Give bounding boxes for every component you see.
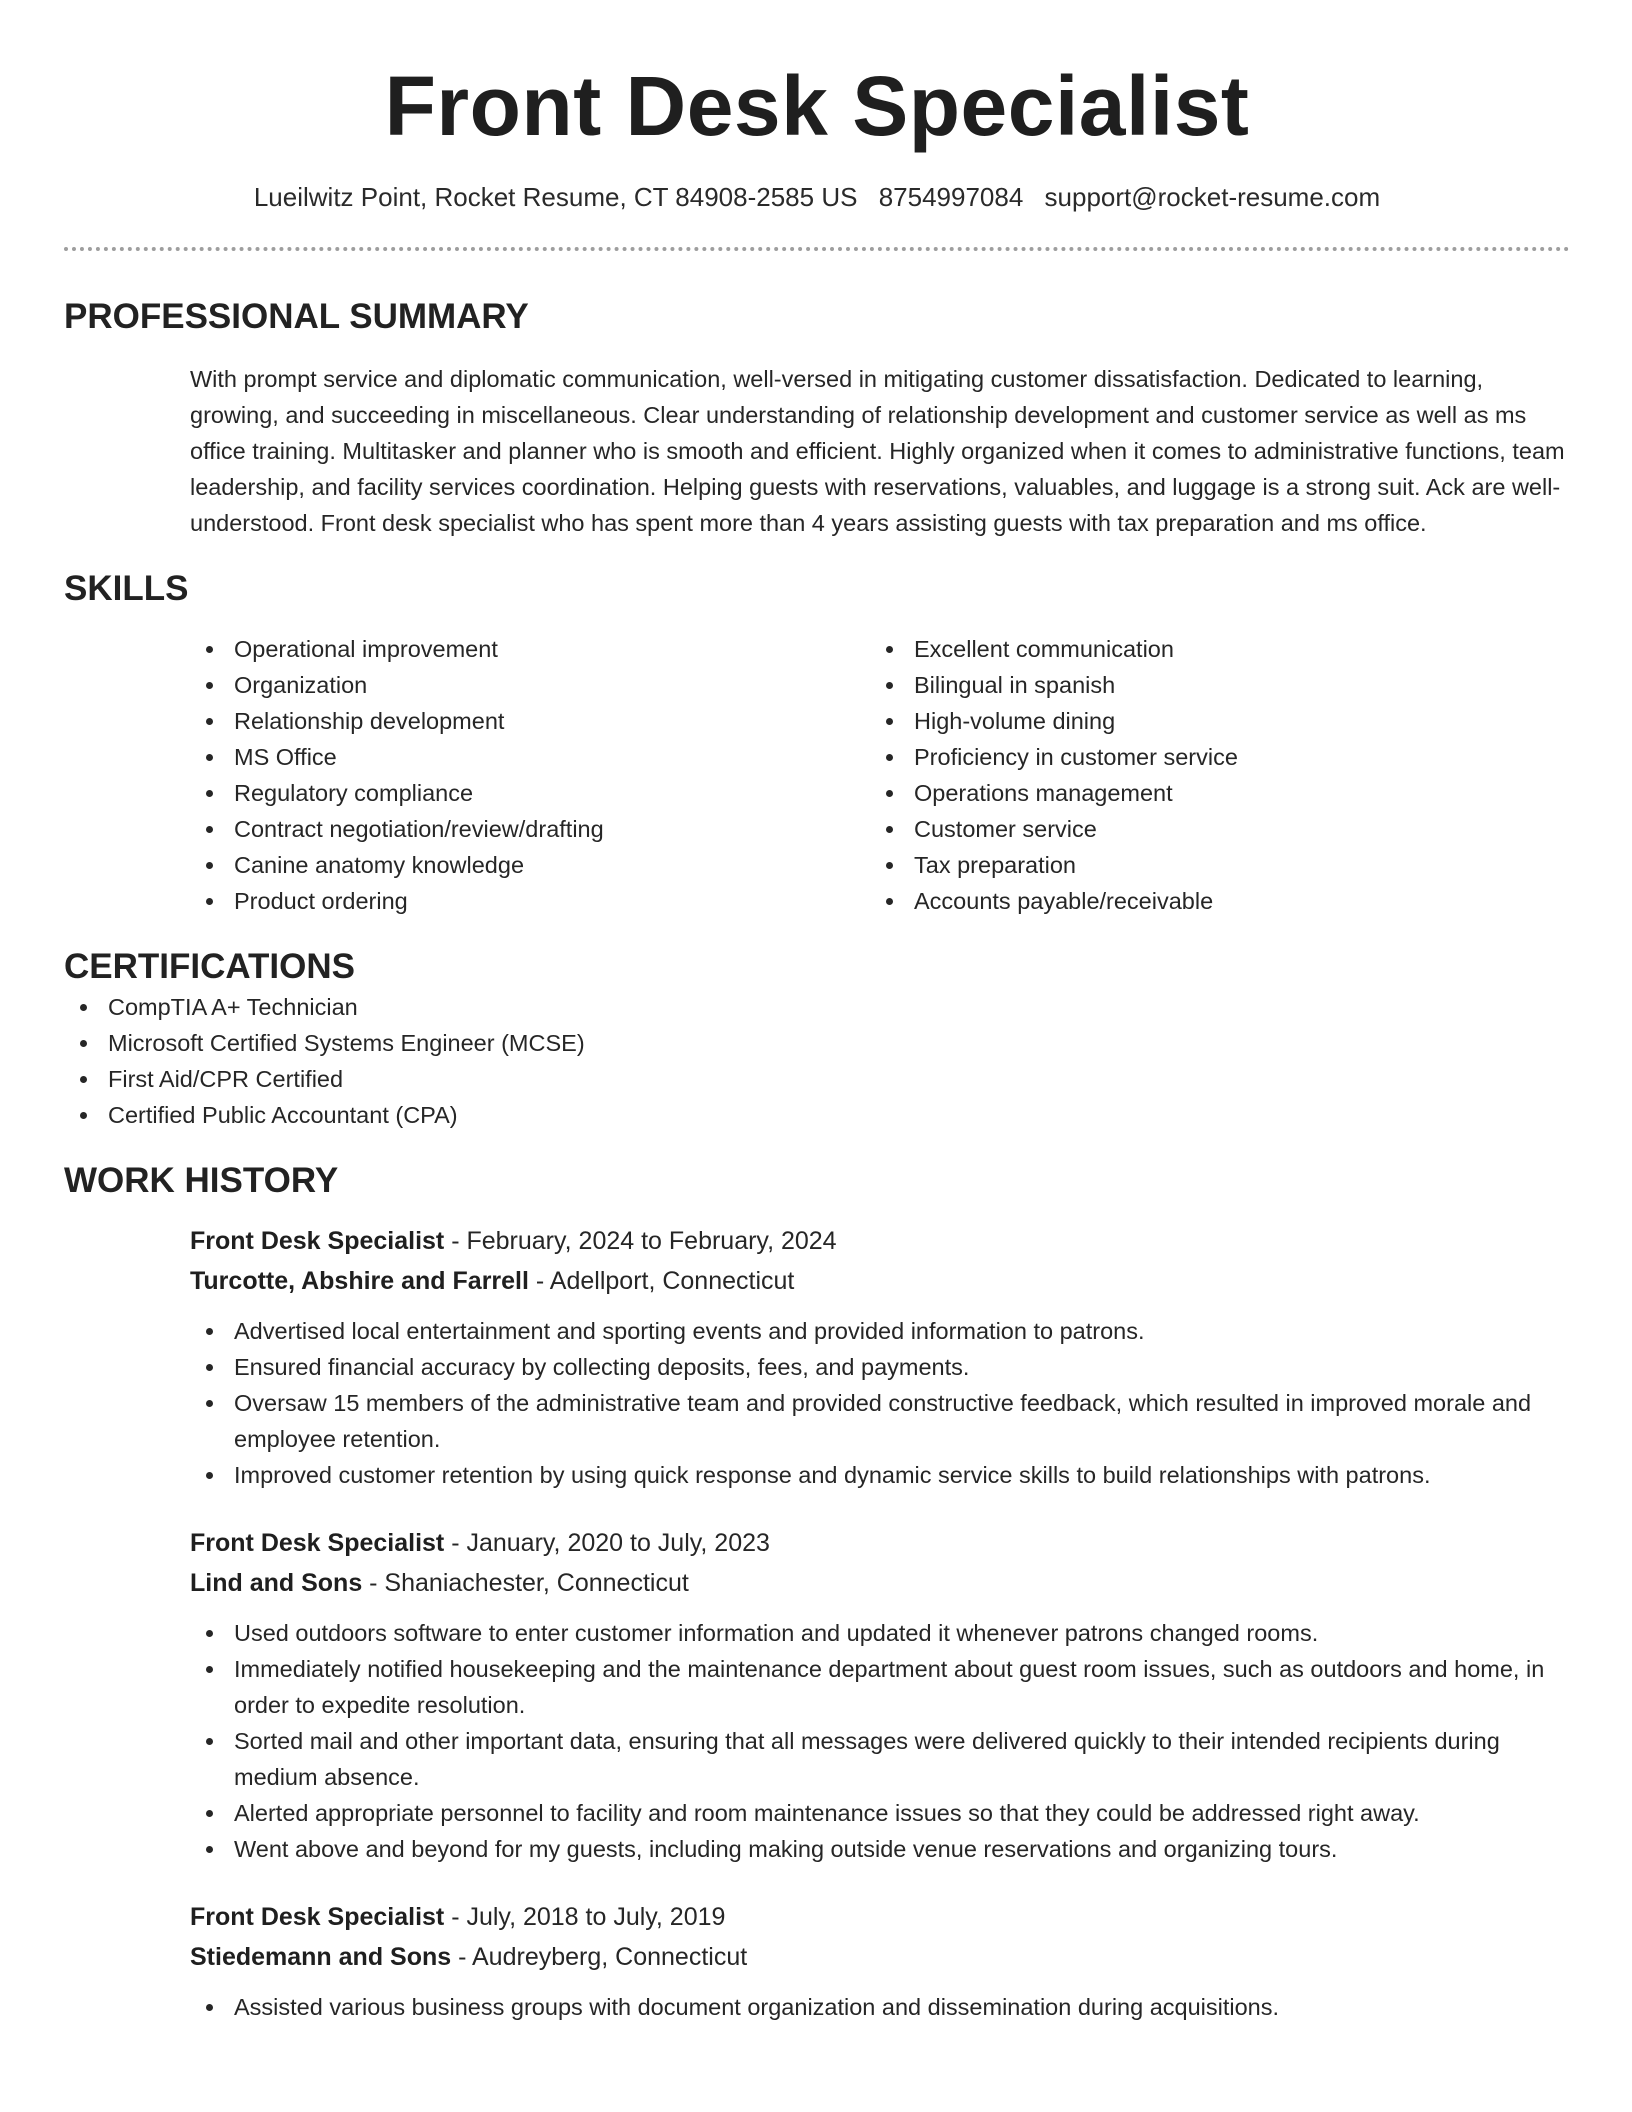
job-duty: Sorted mail and other important data, ensuring that all messages were delivered quickly to their intended recipients during medium absence. xyxy=(190,1723,1570,1795)
resume-page xyxy=(64,0,1570,2025)
skills-columns xyxy=(190,631,1570,919)
skill-item: Bilingual in spanish xyxy=(870,667,1550,703)
job-location: - Adellport, Connecticut xyxy=(528,1267,795,1295)
job-company: Lind and Sons xyxy=(190,1569,363,1597)
contact-phone: 8754997084 xyxy=(878,182,1024,212)
skill-item: Accounts payable/receivable xyxy=(870,883,1550,919)
skill-item: Proficiency in customer service xyxy=(870,739,1550,775)
job-entry xyxy=(190,1897,1570,2025)
skill-item: Customer service xyxy=(870,811,1550,847)
job-title: Front Desk Specialist xyxy=(190,1903,445,1931)
job-duty: Improved customer retention by using quick response and dynamic service skills to build relationships with patrons. xyxy=(190,1457,1570,1493)
skill-item: Operations management xyxy=(870,775,1550,811)
skill-item: Regulatory compliance xyxy=(190,775,870,811)
job-duty: Assisted various business groups with document organization and dissemination during acquisitions. xyxy=(190,1989,1570,2025)
work-history-heading: WORK HISTORY xyxy=(64,1161,339,1200)
skill-item: Operational improvement xyxy=(190,631,870,667)
job-title-line xyxy=(190,1523,1570,1563)
job-duty: Immediately notified housekeeping and the maintenance department about guest room issues, such as outdoors and home, in order to expedite resolution. xyxy=(190,1651,1570,1723)
job-duties-list xyxy=(190,1989,1570,2025)
job-entry xyxy=(190,1221,1570,1493)
job-company: Stiedemann and Sons xyxy=(190,1943,452,1971)
job-dates: - July, 2018 to July, 2019 xyxy=(444,1903,726,1931)
job-company-line xyxy=(190,1261,1570,1301)
skills-heading: SKILLS xyxy=(64,569,189,608)
certification-item: Certified Public Accountant (CPA) xyxy=(64,1097,1570,1133)
skill-item: Relationship development xyxy=(190,703,870,739)
job-duty: Alerted appropriate personnel to facility and room maintenance issues so that they could be addressed right away. xyxy=(190,1795,1570,1831)
job-location: - Audreyberg, Connecticut xyxy=(451,1943,748,1971)
skill-item: Canine anatomy knowledge xyxy=(190,847,870,883)
summary-heading: PROFESSIONAL SUMMARY xyxy=(64,297,529,336)
skill-item: Product ordering xyxy=(190,883,870,919)
certifications-list xyxy=(64,989,1570,1133)
job-company: Turcotte, Abshire and Farrell xyxy=(190,1267,529,1295)
certification-item: First Aid/CPR Certified xyxy=(64,1061,1570,1097)
summary-text: With prompt service and diplomatic communication, well-versed in mitigating customer dissatisfaction. Dedicated to learning, growing, and succeeding in miscellaneous. Clear understanding of relationship development and customer service as well as ms office training. Multitasker and planner who is smooth and efficient. Highly organized when it comes to administrative functions, team leadership, and facility services coordination. Helping guests with reservations, valuables, and luggage is a strong suit. Ack are well-understood. Front desk specialist who has spent more than 4 years assisting guests with tax preparation and ms office. xyxy=(190,366,1565,536)
job-location: - Shaniachester, Connecticut xyxy=(362,1569,689,1597)
certification-item: CompTIA A+ Technician xyxy=(64,989,1570,1025)
job-title-line xyxy=(190,1897,1570,1937)
skill-item: High-volume dining xyxy=(870,703,1550,739)
job-title: Front Desk Specialist xyxy=(190,1529,445,1557)
skills-list-right xyxy=(870,631,1550,919)
contact-address: Lueilwitz Point, Rocket Resume, CT 84908-2585 US xyxy=(253,182,858,212)
skill-item: Excellent communication xyxy=(870,631,1550,667)
contact-line xyxy=(64,180,1570,214)
contact-email: support@rocket-resume.com xyxy=(1044,182,1381,212)
resume-title: Front Desk Specialist xyxy=(384,59,1250,153)
job-company-line xyxy=(190,1563,1570,1603)
job-duty: Advertised local entertainment and sporting events and provided information to patrons. xyxy=(190,1313,1570,1349)
job-title-line xyxy=(190,1221,1570,1261)
job-duties-list xyxy=(190,1313,1570,1493)
skill-item: Contract negotiation/review/drafting xyxy=(190,811,870,847)
certification-item: Microsoft Certified Systems Engineer (MCSE) xyxy=(64,1025,1570,1061)
job-entry xyxy=(190,1523,1570,1867)
job-duty: Oversaw 15 members of the administrative team and provided constructive feedback, which resulted in improved morale and employee retention. xyxy=(190,1385,1570,1457)
job-duties-list xyxy=(190,1615,1570,1867)
skill-item: MS Office xyxy=(190,739,870,775)
certifications-heading: CERTIFICATIONS xyxy=(64,947,356,986)
job-company-line xyxy=(190,1937,1570,1977)
job-duty: Used outdoors software to enter customer information and updated it whenever patrons changed rooms. xyxy=(190,1615,1570,1651)
job-duty: Ensured financial accuracy by collecting deposits, fees, and payments. xyxy=(190,1349,1570,1385)
skill-item: Organization xyxy=(190,667,870,703)
job-dates: - February, 2024 to February, 2024 xyxy=(444,1227,837,1255)
header-divider xyxy=(64,247,1570,251)
job-title: Front Desk Specialist xyxy=(190,1227,445,1255)
skill-item: Tax preparation xyxy=(870,847,1550,883)
job-duty: Went above and beyond for my guests, including making outside venue reservations and organizing tours. xyxy=(190,1831,1570,1867)
job-dates: - January, 2020 to July, 2023 xyxy=(444,1529,770,1557)
skills-list-left xyxy=(190,631,870,919)
